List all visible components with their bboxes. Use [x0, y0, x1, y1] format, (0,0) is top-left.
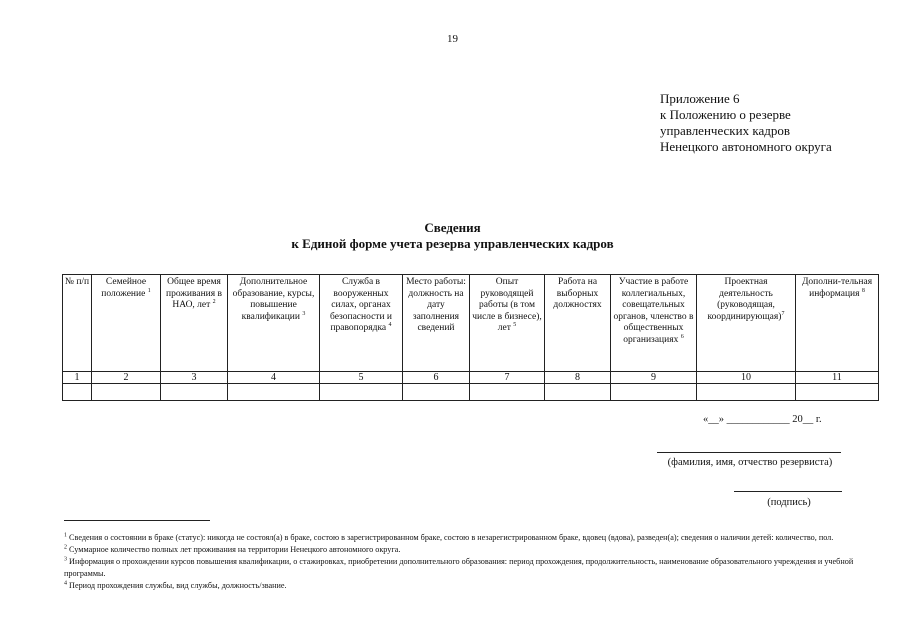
header-cell-2: Семейное положение $^1$ [92, 275, 161, 372]
column-number-row [63, 372, 879, 384]
entry-cell[interactable] [228, 384, 320, 401]
header-cell-1: № п/п [63, 275, 92, 372]
reserve-info-table [62, 274, 879, 401]
page-number: 19 [447, 33, 458, 45]
signature-caption: (подпись) [767, 497, 811, 508]
column-number: 7 [470, 372, 545, 384]
fio-signature-line[interactable] [657, 452, 841, 453]
column-number: 6 [403, 372, 470, 384]
footnote-divider [64, 520, 210, 521]
footnote-1: $^1$ Сведения о состоянии в браке (статус): никогда не состоял(а) в браке, состою в зарегистрированном браке, состою в незарегистрированном браке, вдовец (вдова), разведен(а); сведения о наличии детей: количество, пол. [64, 532, 834, 542]
entry-cell[interactable] [92, 384, 161, 401]
footnote-4: $^4$ Период прохождения службы, вид службы, должность/звание. [64, 580, 287, 590]
header-cell-11: Дополни-тельная информация $^8$ [796, 275, 879, 372]
appendix-line: к Положению о резерве [660, 107, 791, 122]
header-cell-4: Дополнительное образование, курсы, повышение квалификации $^3$ [228, 275, 320, 372]
column-number: 11 [796, 372, 879, 384]
appendix-line: Приложение 6 [660, 91, 740, 106]
entry-cell[interactable] [63, 384, 92, 401]
header-cell-9: Участие в работе коллегиальных, совещательных органов, членство в общественных организациях $^6$ [611, 275, 697, 372]
appendix-note [660, 91, 832, 155]
footnote-3: $^3$ Информация о прохождении курсов повышения квалификации, о стажировках, приобретении дополнительного образования: период прохождения, продолжительность, наименование образовательного учреждения и учебной программы. [64, 556, 854, 578]
header-cell-3: Общее время проживания в НАО, лет $^2$ [161, 275, 228, 372]
header-cell-10: Проектная деятельность (руководящая, координирующая)$^7$ [697, 275, 796, 372]
appendix-line: управленческих кадров [660, 123, 790, 138]
entry-cell[interactable] [697, 384, 796, 401]
header-cell-5: Служба в вооруженных силах, органах безопасности и правопорядка $^4$ [320, 275, 403, 372]
column-number: 4 [228, 372, 320, 384]
column-number: 2 [92, 372, 161, 384]
blank-entry-row [63, 384, 879, 401]
header-cell-6: Место работы: должность на дату заполнения сведений [403, 275, 470, 372]
fio-caption: (фамилия, имя, отчество резервиста) [667, 457, 833, 468]
title-line-2: к Единой форме учета резерва управленческих кадров [291, 236, 614, 251]
title-line-1: Сведения [424, 220, 481, 235]
entry-cell[interactable] [470, 384, 545, 401]
header-row [63, 275, 879, 372]
reserve-table-container [62, 274, 878, 401]
date-field[interactable]: «__» ____________ 20__ г. [703, 414, 822, 425]
entry-cell[interactable] [611, 384, 697, 401]
document-title [0, 220, 905, 252]
entry-cell[interactable] [161, 384, 228, 401]
entry-cell[interactable] [796, 384, 879, 401]
entry-cell[interactable] [545, 384, 611, 401]
entry-cell[interactable] [403, 384, 470, 401]
entry-cell[interactable] [320, 384, 403, 401]
column-number: 3 [161, 372, 228, 384]
footnote-2: $^2$ Суммарное количество полных лет проживания на территории Ненецкого автономного округа. [64, 544, 401, 554]
header-cell-7: Опыт руководящей работы (в том числе в бизнесе), лет $^5$ [470, 275, 545, 372]
column-number: 1 [63, 372, 92, 384]
column-number: 8 [545, 372, 611, 384]
header-cell-8: Работа на выборных должностях [545, 275, 611, 372]
column-number: 9 [611, 372, 697, 384]
column-number: 10 [697, 372, 796, 384]
signature-line[interactable] [734, 491, 842, 492]
footnotes [64, 532, 854, 592]
column-number: 5 [320, 372, 403, 384]
appendix-line: Ненецкого автономного округа [660, 139, 832, 154]
